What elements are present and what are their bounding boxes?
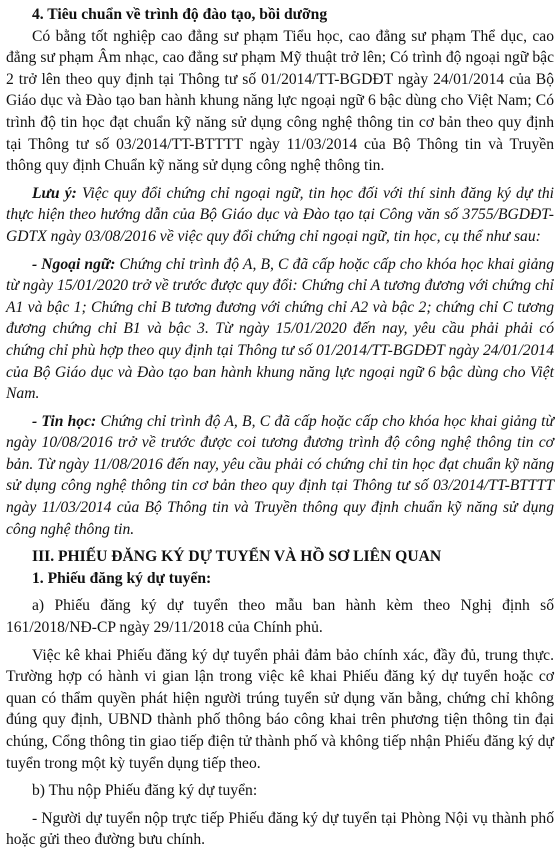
foreign-language-label: - Ngoại ngữ:	[32, 255, 116, 273]
paragraph-b: b) Thu nộp Phiếu đăng ký dự tuyển:	[32, 782, 258, 800]
paragraph-a: a) Phiếu đăng ký dự tuyển theo mẫu ban hành kèm theo Nghị định số 161/2018/NĐ-CP ngày 29/11/2018 của Chính phủ.	[6, 597, 554, 637]
it-skills-label: - Tin học:	[32, 412, 97, 430]
note-paragraph	[6, 183, 554, 248]
section-4-heading: 4. Tiêu chuẩn về trình độ đào tạo, bồi dưỡng	[32, 6, 328, 23]
it-skills-paragraph	[6, 411, 554, 541]
submission-paragraph: - Người dự tuyển nộp trực tiếp Phiếu đăng ký dự tuyển tại Phòng Nội vụ thành phố hoặc gửi theo đường bưu chính.	[6, 809, 554, 849]
note-text: Việc quy đổi chứng chỉ ngoại ngữ, tin học đối với thí sinh đăng ký dự thi thực hiện theo hướng dẫn của Bộ Giáo dục và Đào tạo tại Công văn số 3755/BGDĐT-GDTX ngày 03/08/2016 về việc quy đổi chứng chỉ ngoại ngữ, tin học, cụ thể như sau:	[6, 184, 554, 245]
section-iii-heading: III. PHIẾU ĐĂNG KÝ DỰ TUYỂN VÀ HỒ SƠ LIÊN QUAN	[32, 548, 442, 566]
foreign-language-paragraph	[6, 254, 554, 405]
qualification-paragraph: Có bằng tốt nghiệp cao đẳng sư phạm Tiểu học, cao đẳng sư phạm Thể dục, cao đẳng sư phạm Âm nhạc, cao đẳng sư phạm Mỹ thuật trở lên; Có trình độ ngoại ngữ bậc 2 trở lên theo quy định tại Thông tư số 01/2014/TT-BGDĐT ngày 24/01/2014 của Bộ Giáo dục và Đào tạo ban hành khung năng lực ngoại ngữ 6 bậc dùng cho Việt Nam; Có trình độ tin học đạt chuẩn kỹ năng sử dụng công nghệ thông tin cơ bản theo quy định tại Thông tư số 03/2014/TT-BTTTT ngày 11/03/2014 của Bộ Thông tin và Truyền thông quy định Chuẩn kỹ năng sử dụng công nghệ thông tin.	[6, 27, 554, 175]
note-label: Lưu ý:	[32, 184, 77, 202]
it-skills-text: Chứng chỉ trình độ A, B, C đã cấp hoặc cấp cho khóa học khai giảng từ ngày 10/08/2016 trở về trước được coi tương đương trình độ công nghệ thông tin cơ bản. Từ ngày 11/08/2016 đến nay, yêu cầu phải có chứng chỉ tin học đạt chuẩn kỹ năng sử dụng công nghệ thông tin cơ bản theo quy định tại Thông tư số 03/2014/TT-BTTTT ngày 11/03/2014 của Bộ Thông tin và Truyền thông quy định chuẩn kỹ năng sử dụng công nghệ thông tin.	[6, 412, 554, 538]
declaration-paragraph: Việc kê khai Phiếu đăng ký dự tuyển phải đảm bảo chính xác, đầy đủ, trung thực. Trường hợp có hành vi gian lận trong việc kê khai Phiếu đăng ký dự tuyển hoặc cơ quan có thẩm quyền phát hiện người trúng tuyển sử dụng văn bằng, chứng chỉ không đúng quy định, UBND thành phố thông báo công khai trên phương tiện thông tin đại chúng, Cổng thông tin giao tiếp điện tử thành phố và không tiếp nhận Phiếu đăng ký dự tuyển trong một kỳ tuyển dụng tiếp theo.	[6, 646, 554, 772]
foreign-language-text: Chứng chỉ trình độ A, B, C đã cấp hoặc cấp cho khóa học khai giảng từ ngày 15/01/2020 trở về trước được quy đổi: Chứng chỉ A tương đương với chứng chỉ A1 và bậc 1; Chứng chỉ B tương đương với chứng chỉ A2 và bậc 2; chứng chỉ C tương đương chứng chỉ B1 và bậc 3. Từ ngày 15/01/2020 đến nay, yêu cầu phải phải có chứng chỉ phù hợp theo quy định tại Thông tư số 01/2014/TT-BGDĐT ngày 24/01/2014 của Bộ Giáo dục và Đào tạo ban hành khung năng lực ngoại ngữ 6 bậc dùng cho Việt Nam.	[6, 255, 554, 403]
subsection-1-heading: 1. Phiếu đăng ký dự tuyển:	[32, 569, 212, 587]
